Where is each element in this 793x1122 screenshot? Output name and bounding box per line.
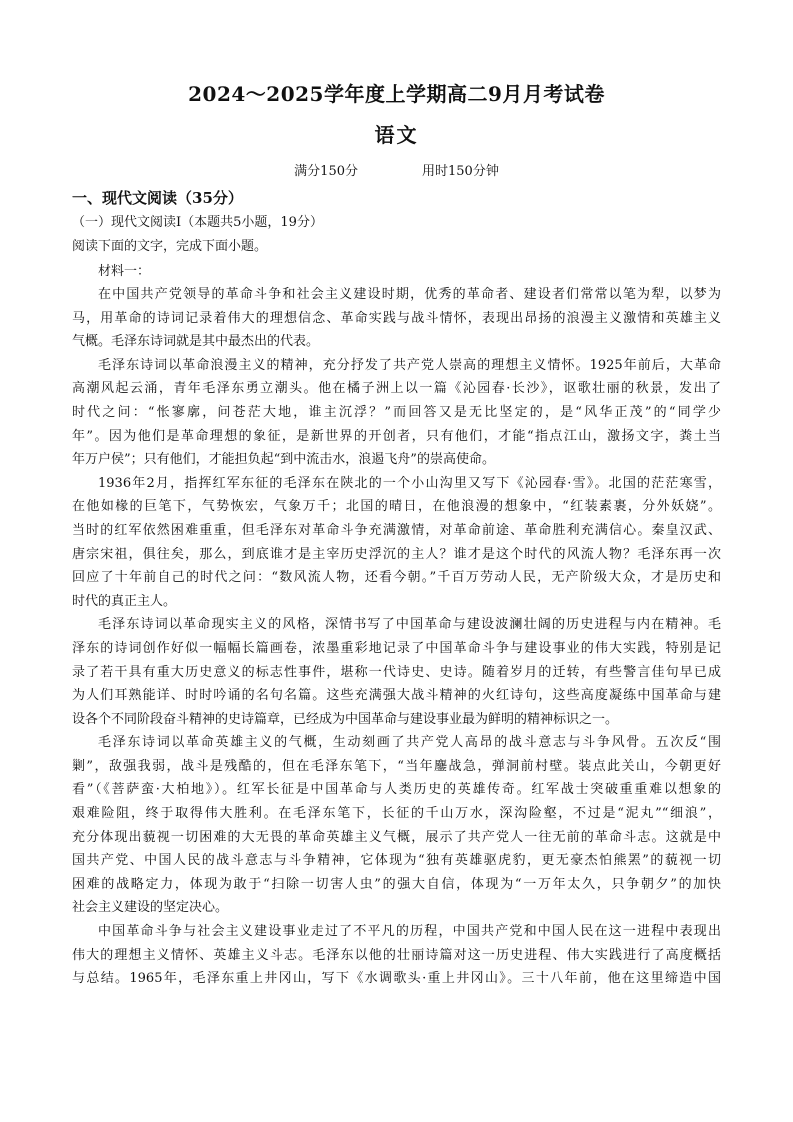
- passage-line: 在他如椽的巨笔下，气势恢宏，气象万千；北国的晴日，在他浪漫的想象中，“红装素裹，分外妖娆”。: [72, 499, 721, 515]
- passage-line: 唐宗宋祖，俱往矣，那么，到底谁才是主宰历史浮沉的主人？谁才是这个时代的风流人物？毛泽东再一次: [72, 546, 721, 562]
- passage-line: 高潮风起云涌，青年毛泽东勇立潮头。他在橘子洲上以一篇《沁园春·长沙》，讴歌壮丽的秋景，发出了: [72, 381, 721, 397]
- passage-line: 为人们耳熟能详、时时吟诵的名句名篇。这些充满强大战斗精神的火红诗句，这些高度凝练中国革命与建: [72, 688, 721, 704]
- passage-line: 毛泽东诗词以革命浪漫主义的精神，充分抒发了共产党人崇高的理想主义情怀。1925年前后，大革命: [98, 357, 721, 373]
- passage-line: 剿”，敌强我弱，战斗是残酷的，但在毛泽东笔下，“当年鏖战急，弹洞前村壁。装点此关山，今朝更好: [72, 758, 721, 774]
- reading-passage: [72, 283, 721, 991]
- section-subheading: （一）现代文阅读Ⅰ（本题共5小题，19分）: [72, 215, 323, 230]
- exam-title: 2024～2025学年度上学期高二9月月考试卷: [188, 82, 605, 106]
- passage-line: 艰难险阻，终于取得伟大胜利。在毛泽东笔下，长征的千山万水，深沟险壑，不过是“泥丸”“细浪”，: [72, 806, 721, 822]
- passage-line: 当时的红军依然困难重重，但毛泽东对革命斗争充满激情，对革命前途、革命胜利充满信心。秦皇汉武、: [72, 522, 721, 538]
- passage-line: 看”（《菩萨蛮·大柏地》）。红军长征是中国革命与人类历史的英雄传奇。红军战士突破重重难以想象的: [72, 782, 721, 798]
- passage-line: 时代之问：“怅寥廓，问苍茫大地，谁主沉浮？”而回答又是无比坚定的，是“风华正茂”的“同学少: [72, 404, 721, 420]
- passage-line: 社会主义建设的坚定决心。: [72, 900, 229, 916]
- passage-line: 气概。毛泽东诗词就是其中最杰出的代表。: [72, 334, 320, 350]
- passage-line: 设各个不同阶段奋斗精神的史诗篇章，已经成为中国革命与建设事业最为鲜明的精神标识之一。: [72, 711, 619, 727]
- passage-line: 马，用革命的诗词记录着伟大的理想信念、革命实践与战斗情怀，表现出昂扬的浪漫主义激情和英雄主义: [72, 310, 721, 326]
- passage-line: 与总结。1965年，毛泽东重上井冈山，写下《水调歌头·重上井冈山》。三十八年前，他在这里缔造中国: [72, 971, 721, 987]
- exam-subject: 语文: [374, 123, 419, 147]
- section-heading: 一、现代文阅读（35分）: [72, 189, 243, 207]
- passage-line: 年”。因为他们是革命理想的象征，是新世界的开创者，只有他们，才能“指点江山，激扬文字，粪土当: [72, 428, 721, 444]
- passage-line: 充分体现出藐视一切困难的大无畏的革命英雄主义气概，展示了共产党人一往无前的革命斗志。这就是中: [72, 829, 721, 845]
- passage-line: 录了若干具有重大历史意义的标志性事件，堪称一代诗史、史诗。随着岁月的迁转，有些警言佳句早已成: [72, 664, 721, 680]
- exam-meta: [0, 160, 793, 179]
- material-label: 材料一：: [98, 264, 151, 279]
- passage-line: 泽东的诗词创作好似一幅幅长篇画卷，浓墨重彩地记录了中国革命斗争与建设事业的伟大实践，特别是记: [72, 640, 721, 656]
- passage-line: 毛泽东诗词以革命英雄主义的气概，生动刻画了共产党人高昂的战斗意志与斗争风骨。五次反“围: [98, 735, 721, 751]
- passage-line: 1936年2月，指挥红军东征的毛泽东在陕北的一个小山沟里又写下《沁园春·雪》。北国的茫茫寒雪，: [98, 475, 721, 491]
- passage-line: 在中国共产党领导的革命斗争和社会主义建设时期，优秀的革命者、建设者们常常以笔为犁，以梦为: [98, 287, 721, 302]
- passage-line: 中国革命斗争与社会主义建设事业走过了不平凡的历程，中国共产党和中国人民在这一进程中表现出: [98, 924, 721, 940]
- full-score: 满分150分: [294, 164, 358, 179]
- reading-instruction: 阅读下面的文字，完成下面小题。: [72, 239, 268, 254]
- passage-line: 国共产党、中国人民的战斗意志与斗争精神，它体现为“独有英雄驱虎豹，更无豪杰怕熊罴”的藐视一切: [72, 853, 721, 869]
- passage-line: 年万户侯”；只有他们，才能担负起“到中流击水，浪遏飞舟”的崇高使命。: [72, 452, 495, 468]
- passage-line: 时代的真正主人。: [72, 593, 177, 609]
- passage-line: 困难的战略定力，体现为敢于“扫除一切害人虫”的强大自信，体现为“一万年太久，只争朝夕”的加快: [72, 876, 721, 892]
- passage-line: 毛泽东诗词以革命现实主义的风格，深情书写了中国革命与建设波澜壮阔的历史进程与内在精神。毛: [98, 617, 721, 633]
- passage-line: 伟大的理想主义情怀、英雄主义斗志。毛泽东以他的壮丽诗篇对这一历史进程、伟大实践进行了高度概括: [72, 947, 721, 963]
- passage-line: 回应了十年前自己的时代之问：“数风流人物，还看今朝。”千百万劳动人民，无产阶级大众，才是历史和: [72, 570, 721, 586]
- time-limit: 用时150分钟: [422, 164, 499, 179]
